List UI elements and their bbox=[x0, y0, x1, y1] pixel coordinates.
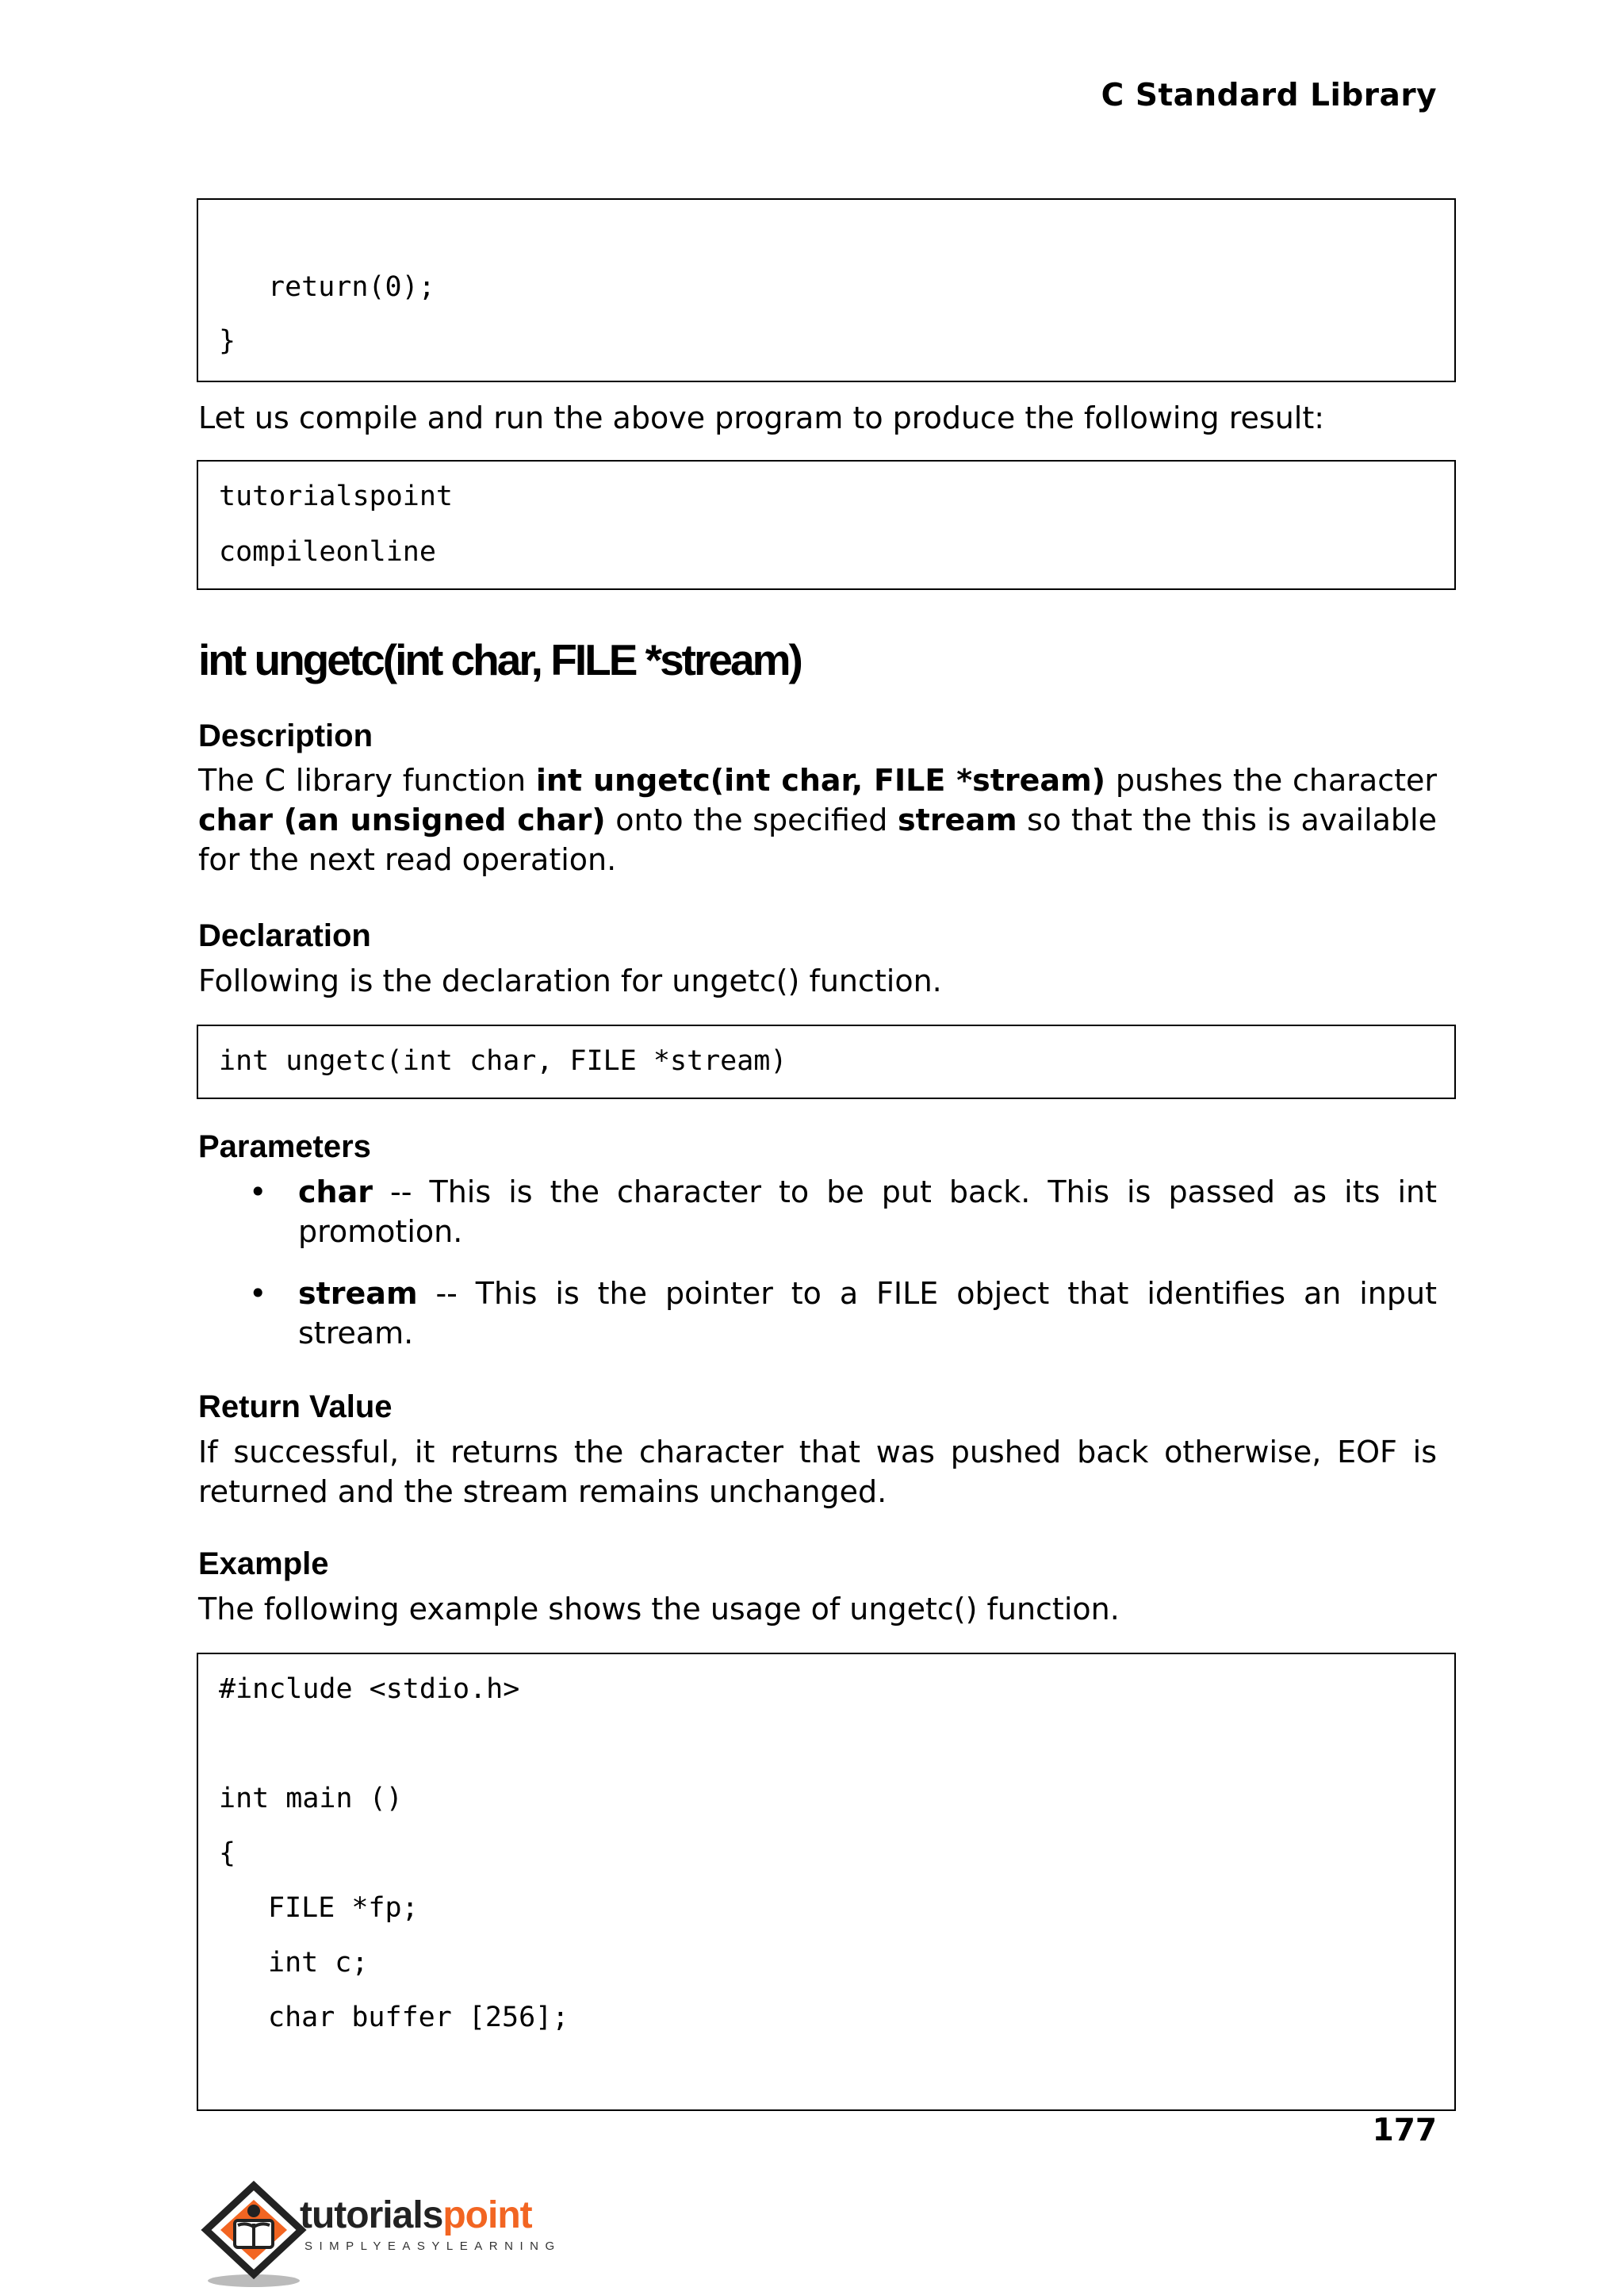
declaration-text: Following is the declaration for ungetc() function. bbox=[198, 964, 942, 998]
declaration-code-block bbox=[197, 1025, 1456, 1099]
example-text: The following example shows the usage of ungetc() function. bbox=[198, 1592, 1120, 1626]
code-line: } bbox=[219, 325, 236, 357]
parameter-char: char -- This is the character to be put back. This is passed as its int promotion. bbox=[298, 1174, 1437, 1249]
code-block-return bbox=[197, 198, 1456, 382]
bullet-marker: • bbox=[249, 1276, 267, 1311]
logo-wordmark: tutorialspoint bbox=[300, 2194, 532, 2236]
description-text: The C library function int ungetc(int char, FILE *stream) pushes the character char (an unsigned char) onto the specified stream so that the this is available for the next read operation. bbox=[198, 763, 1437, 877]
output-intro: Let us compile and run the above program to produce the following result: bbox=[198, 400, 1325, 435]
description-heading: Description bbox=[198, 718, 373, 753]
code-line: int main () bbox=[219, 1783, 403, 1814]
code-line: return(0); bbox=[268, 271, 435, 303]
section-title: int ungetc(int char, FILE *stream) bbox=[198, 635, 801, 684]
parameters-heading: Parameters bbox=[198, 1129, 371, 1164]
declaration-code: int ungetc(int char, FILE *stream) bbox=[219, 1045, 787, 1077]
page-number: 177 bbox=[1372, 2113, 1437, 2148]
code-line: FILE *fp; bbox=[268, 1892, 419, 1924]
parameter-stream: stream -- This is the pointer to a FILE object that identifies an input stream. bbox=[298, 1276, 1437, 1351]
bullet-marker: • bbox=[249, 1174, 267, 1209]
logo-tagline: SIMPLYEASYLEARNING bbox=[304, 2239, 561, 2253]
output-line: tutorialspoint bbox=[219, 481, 454, 512]
declaration-heading: Declaration bbox=[198, 918, 371, 953]
running-header: C Standard Library bbox=[1101, 78, 1437, 113]
return-value-text: If successful, it returns the character that was pushed back otherwise, EOF is returned and the stream remains unchanged. bbox=[198, 1435, 1437, 1509]
example-code-block bbox=[197, 1653, 1456, 2111]
code-line: int c; bbox=[268, 1947, 369, 1979]
output-line: compileonline bbox=[219, 536, 436, 568]
code-line: char buffer [256]; bbox=[268, 2002, 569, 2033]
output-block bbox=[197, 460, 1456, 590]
code-line: { bbox=[219, 1837, 236, 1869]
code-line: #include <stdio.h> bbox=[219, 1673, 520, 1705]
example-heading: Example bbox=[198, 1546, 329, 1581]
return-value-heading: Return Value bbox=[198, 1389, 393, 1424]
